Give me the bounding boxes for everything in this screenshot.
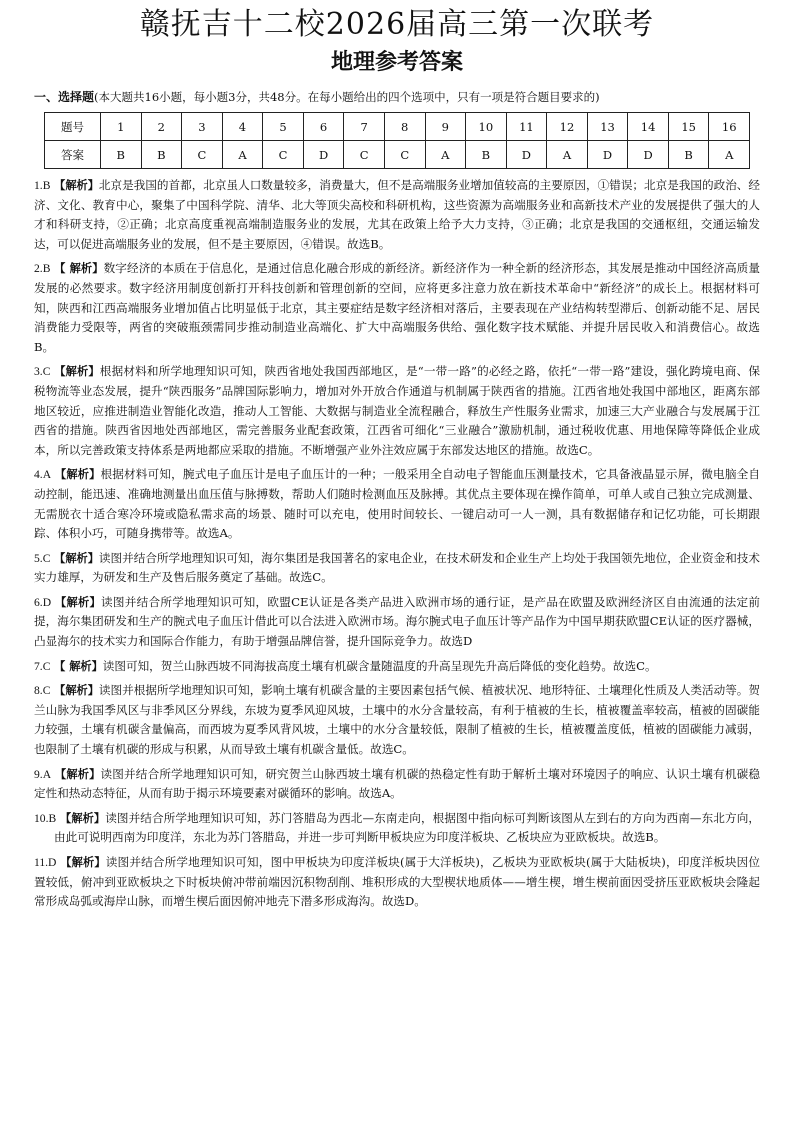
question-answer-label: 8.C (34, 684, 51, 698)
answer-cell: D (587, 141, 628, 169)
analysis-tag: 【解析】 (55, 595, 101, 609)
analysis-tag: 【解析】 (54, 767, 101, 781)
question-number-cell: 9 (425, 113, 466, 141)
explanation-item (34, 765, 760, 804)
explanations (34, 176, 760, 917)
explanation-item (34, 593, 760, 652)
answer-row (45, 141, 750, 169)
section-note: (本大题共16小题，每小题3分，共48分。在每小题给出的四个选项中，只有一项是符合题目要求的) (94, 90, 600, 104)
explanation-text: 读图并结合所学地理知识可知，研究贺兰山脉西坡土壤有机碳的热稳定性有助于解析土壤对环境因子的响应、认识土壤有机碳稳定性和热动态特征，从而有助于揭示环境要素对碳循环的影响。故选A。 (34, 766, 760, 801)
answer-cell: A (709, 141, 750, 169)
answer-cell: D (303, 141, 344, 169)
question-number-cell: 14 (628, 113, 669, 141)
question-answer-label: 6.D (34, 595, 52, 609)
analysis-tag: 【 解析】 (54, 262, 104, 276)
answer-cell: C (384, 141, 425, 169)
section-label: 一、选择题 (34, 90, 95, 104)
explanation-item (34, 465, 760, 543)
analysis-tag: 【解析】 (54, 684, 99, 698)
question-number-cell: 7 (344, 113, 385, 141)
explanation-item (34, 657, 760, 677)
explanation-text: 根据材料和所学地理知识可知，陕西省地处我国西部地区，是“一带一路”的必经之路，依托“一带一路”建设，强化跨境电商、保税物流等业态发展，提升“陕西服务”品牌国际影响力，增加对外开放合作通道与机制属于陕西省的措施。江西省地处我国中部地区，距离东部地区较近，应推进制造业智能化改造，推动人工智能、大数据与制造业全流程融合，释放生产性服务业需求，加速三大产业融合与发展属于江西省的措施。陕西省因地处西部地区，需完善服务业配套政策，江西省可细化“三业融合”激励机制，通过税收优惠、用地保障等降低企业成本，所以完善政策支持体系是两地都应采取的措施。不断增强产业外注效应属于东部发达地区的措施。故选C。 (34, 364, 760, 457)
question-number-cell: 4 (222, 113, 263, 141)
explanation-text: 读图并结合所学地理知识可知，苏门答腊岛为西北—东南走向，根据图中指向标可判断该图从左到右的方向为西南—东北方向，由此可说明西南为印度洋，东北为苏门答腊岛，并进一步可判断甲板块应为印度洋板块、乙板块应为亚欧板块。故选B。 (54, 810, 760, 845)
answer-cell: B (466, 141, 507, 169)
question-answer-label: 4.A (34, 468, 52, 482)
question-answer-label: 1.B (34, 179, 51, 192)
answer-cell: B (141, 141, 182, 169)
question-answer-label: 2.B (34, 262, 51, 276)
analysis-tag: 【解析】 (54, 179, 99, 192)
explanation-item (34, 176, 760, 254)
answer-cell: B (668, 141, 709, 169)
question-number-cell: 2 (141, 113, 182, 141)
explanation-text: 根据材料可知，腕式电子血压计是电子血压计的一种；一般采用全自动电子智能血压测量技术，它具备液晶显示屏，微电脑全自动控制，能迅速、准确地测量出血压值与脉搏数，帮助人们随时检测血压及脉搏。其优点主要体现在操作简单，可单人或自己独立完成测量、无需脱衣十适合寒冷环境或隐私需求高的场景、随时可以充电，使用时间较长、一键启动可一人一测，具有数据储存和记忆功能，可长期跟踪、体积小巧，可随身携带等。故选A。 (34, 467, 760, 541)
explanation-item (34, 809, 760, 848)
analysis-tag: 【解析】 (54, 365, 100, 379)
question-answer-label: 7.C (34, 659, 51, 673)
question-number-cell: 12 (547, 113, 588, 141)
explanation-item (34, 853, 760, 912)
explanation-text: 读图并结合所学地理知识可知，欧盟CE认证是各类产品进入欧洲市场的通行证，是产品在欧盟及欧洲经济区自由流通的法定前提，海尔集团研发和生产的腕式电子血压计借此可以合法进入欧洲市场。海尔腕式电子血压计等产品作为中国早期获欧盟CE认证的医疗器械，凸显海尔的技术实力和国际合作能力，有助于增强品牌信誉，提升国际竞争力。故选D (34, 594, 761, 649)
question-answer-label: 9.A (34, 767, 52, 781)
answer-table (44, 112, 750, 169)
question-number-cell: 11 (506, 113, 547, 141)
answer-cell: A (425, 141, 466, 169)
explanation-text: 数字经济的本质在于信息化，是通过信息化融合形成的新经济。新经济作为一种全新的经济形态，其发展是推动中国经济高质量发展的必然要求。数字经济用制度创新打开科技创新和管理创新的空间，应将更多注意力放在新技术革命中“新经济”的成长上。根据材料可知，陕西和江西高端服务业增加值占比明显低于北京，其主要症结是数字经济相对落后，主要表现在产业结构转型滞后、创新动能不足、居民消费能力受限等，两省的突破瓶颈需同步推动制造业高端化、扩大中高端服务供给、强化数字技术赋能、并提升居民收入和消费信心。故选B。 (34, 261, 761, 354)
question-number-cell: 10 (466, 113, 507, 141)
answer-cell: B (101, 141, 142, 169)
section-heading (34, 88, 774, 106)
explanation-text: 读图并根据所学地理知识可知，影响土壤有机碳含量的主要因素包括气候、植被状况、地形特征、土壤理化性质及人类活动等。贺兰山脉为我国季风区与非季风区分界线，东坡为夏季风迎风坡，土壤中的水分含量较高，有利于植被的生长，植被覆盖率较高，植被的固碳能力较强，土壤有机碳含量偏高，而西坡为夏季风背风坡，土壤中的水分含量较低，限制了植被的生长，植被覆盖度低，植被的固碳能力减弱，也限制了土壤有机碳的形成与积累，从而导致土壤有机碳含量低。故选C。 (34, 683, 760, 757)
question-number-cell: 3 (182, 113, 223, 141)
question-number-row (45, 113, 750, 141)
question-number-cell: 13 (587, 113, 628, 141)
question-number-cell: 15 (668, 113, 709, 141)
question-number-cell: 6 (303, 113, 344, 141)
answer-key-title: 地理参考答案 (330, 50, 463, 75)
question-answer-label: 11.D (34, 856, 57, 869)
answer-cell: C (263, 141, 304, 169)
row-header-answer: 答案 (45, 141, 101, 169)
explanation-item (34, 549, 760, 588)
answer-cell: D (506, 141, 547, 169)
explanation-text: 读图并结合所学地理知识可知，海尔集团是我国著名的家电企业，在技术研发和企业生产上均处于我国领先地位，企业资金和技术实力雄厚，为研发和生产及售后服务奠定了基础。故选C。 (34, 550, 760, 585)
answer-cell: D (628, 141, 669, 169)
explanation-item (34, 681, 760, 759)
question-answer-label: 5.C (34, 551, 51, 565)
explanation-text: 读图并结合所学地理知识可知，图中甲板块为印度洋板块(属于大洋板块)，乙板块为亚欧板块(属于大陆板块)，印度洋板块因位置较低，俯冲到亚欧板块之下时板块俯冲带前端因沉积物刮削、堆积形成的大型楔状地质体——增生楔，增生楔前面因受挤压亚欧板块会隆起常形成岛弧或海岸山脉，而增生楔后面因俯冲地壳下潜多形成海沟。故选D。 (34, 855, 760, 909)
question-answer-label: 10.B (34, 811, 57, 825)
explanation-text: 北京是我国的首都，北京虽人口数量较多，消费量大，但不是高端服务业增加值较高的主要原因，①错误；北京是我国的政治、经济、文化、教育中心，聚集了中国科学院、清华、北大等顶尖高校和科研机构，这些资源为高端服务业和高新技术产业的发展提供了强大的人才和科研支持，②正确；北京高度重视高端制造服务业的发展，尤其在政策上给予大力支持，③正确；北京是我国的交通枢纽，交通运输发达，可以促进高端服务业的发展，但不是主要原因，④错误。故选B。 (34, 178, 760, 251)
analysis-tag: 【解析】 (54, 551, 99, 565)
analysis-tag: 【解析】 (60, 811, 106, 825)
answer-cell: A (547, 141, 588, 169)
answer-cell: C (182, 141, 223, 169)
analysis-tag: 【解析】 (54, 468, 101, 482)
answer-cell: A (222, 141, 263, 169)
question-number-cell: 5 (263, 113, 304, 141)
explanation-text: 读图可知，贺兰山脉西坡不同海拔高度土壤有机碳含量随温度的升高呈现先升高后降低的变化趋势。故选C。 (102, 658, 657, 673)
explanation-item (34, 362, 760, 460)
row-header-question: 题号 (45, 113, 101, 141)
answer-cell: C (344, 141, 385, 169)
question-number-cell: 8 (384, 113, 425, 141)
question-number-cell: 16 (709, 113, 750, 141)
explanation-item (34, 259, 760, 357)
analysis-tag: 【解析】 (60, 856, 106, 869)
exam-title: 赣抚吉十二校2026届高三第一次联考 (139, 7, 655, 42)
analysis-tag: 【 解析】 (54, 659, 103, 673)
question-number-cell: 1 (101, 113, 142, 141)
question-answer-label: 3.C (34, 365, 51, 379)
